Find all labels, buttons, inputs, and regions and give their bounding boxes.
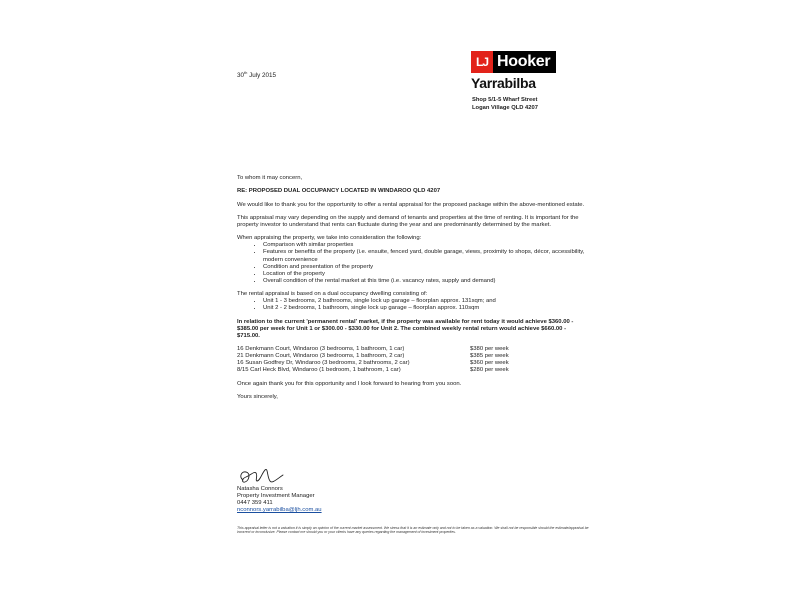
address-line-2: Logan Village QLD 4207 — [472, 105, 538, 111]
address-line-1: Shop 5/1-5 Wharf Street — [472, 97, 538, 103]
salutation: To whom it may concern, — [237, 175, 303, 181]
closing-paragraph: Once again thank you for this opportunity and I look forward to hearing from you soon. — [237, 380, 462, 387]
letter-body — [237, 175, 589, 407]
office-name: Yarrabilba — [471, 75, 536, 91]
table-row — [237, 346, 589, 353]
considerations-list — [237, 242, 589, 285]
comparable-rent: $360 per week — [470, 360, 509, 367]
list-item: • Condition and presentation of the property — [263, 264, 589, 271]
comparable-rent: $385 per week — [470, 353, 509, 360]
comparable-address: 16 Susan Godfrey Dr, Windaroo (3 bedrooms, 2 bathrooms, 2 car) — [237, 360, 410, 367]
office-address — [472, 96, 538, 112]
comparable-address: 16 Denkmann Court, Windaroo (3 bedrooms, 1 bathroom, 1 car) — [237, 346, 405, 352]
paragraph-variance: This appraisal may vary depending on the supply and demand of tenants and properties at the time of renting. It is important for the property investor to understand that rents can fluctuate during the year and are predominantly determined by the market. — [237, 214, 579, 228]
comparable-rent: $380 per week — [470, 346, 509, 352]
paragraph-intro: We would like to thank you for the opportunity to offer a rental appraisal for the proposed package within the above-mentioned estate. — [237, 201, 585, 208]
table-row — [237, 360, 589, 367]
table-row — [237, 353, 589, 360]
list-item: • Location of the property — [263, 271, 589, 278]
list-item: • Overall condition of the rental market at this time (i.e. vacancy rates, supply and demand) — [263, 278, 589, 285]
lj-hooker-logo — [471, 51, 556, 73]
comparables-table — [237, 346, 589, 374]
considerations-intro: When appraising the property, we take into consideration the following: — [237, 235, 422, 242]
disclaimer-text: This appraisal letter is not a valuation it is simply an opinion of the current market assessment. We stress that it is an estimate only and not to be taken as a valuation. We shall not be responsible should the estimate/appraisal be incorrect or inconclusive. Please contact me should you or your clients have any queries regarding the management of investment properties. — [237, 526, 589, 535]
table-row — [237, 367, 589, 374]
handwritten-signature — [237, 465, 289, 487]
signer-email-link[interactable]: nconnors.yarrabilba@ljh.com.au — [237, 507, 322, 514]
comparable-rent: $280 per week — [470, 367, 509, 374]
list-item: • Features or benefits of the property (i.e. ensuite, fenced yard, double garage, views, proximity to shops, décor, accessibility, modern convenience — [263, 249, 589, 263]
list-item: • Comparison with similar properties — [263, 242, 589, 249]
logo-mark: LJ — [471, 51, 493, 73]
logo-name: Hooker — [493, 51, 556, 73]
letter-date: 30th July 2015 — [237, 70, 277, 80]
signer-block — [237, 486, 322, 514]
comparable-address: 8/15 Carl Heck Blvd, Windaroo (1 bedroom, 1 bathroom, 1 car) — [237, 367, 401, 374]
comparable-address: 21 Denkmann Court, Windaroo (3 bedrooms, 1 bathroom, 2 car) — [237, 353, 405, 360]
signer-name: Natasha Connors — [237, 486, 283, 492]
signoff: Yours sincerely, — [237, 393, 278, 400]
subject-line: RE: PROPOSED DUAL OCCUPANCY LOCATED IN WINDAROO QLD 4207 — [237, 188, 441, 195]
units-list — [237, 298, 589, 312]
signer-title: Property Investment Manager — [237, 493, 315, 500]
units-intro: The rental appraisal is based on a dual occupancy dwelling consisting of: — [237, 291, 428, 298]
signer-phone: 0447 359 411 — [237, 500, 273, 507]
appraisal-statement: In relation to the current 'permanent rental' market, if the property was available for rent today it would achieve $360.00 - $385.00 per week for Unit 1 or $300.00 - $330.00 for Unit 2. The combined weekly rental return would achieve $660.00 - $715.00. — [237, 318, 574, 339]
list-item: • Unit 2 - 2 bedrooms, 1 bathroom, single lock up garage – floorplan approx. 110sqm — [263, 305, 589, 312]
list-item: • Unit 1 - 3 bedrooms, 2 bathrooms, single lock up garage – floorplan approx. 131sqm; and — [263, 298, 589, 305]
